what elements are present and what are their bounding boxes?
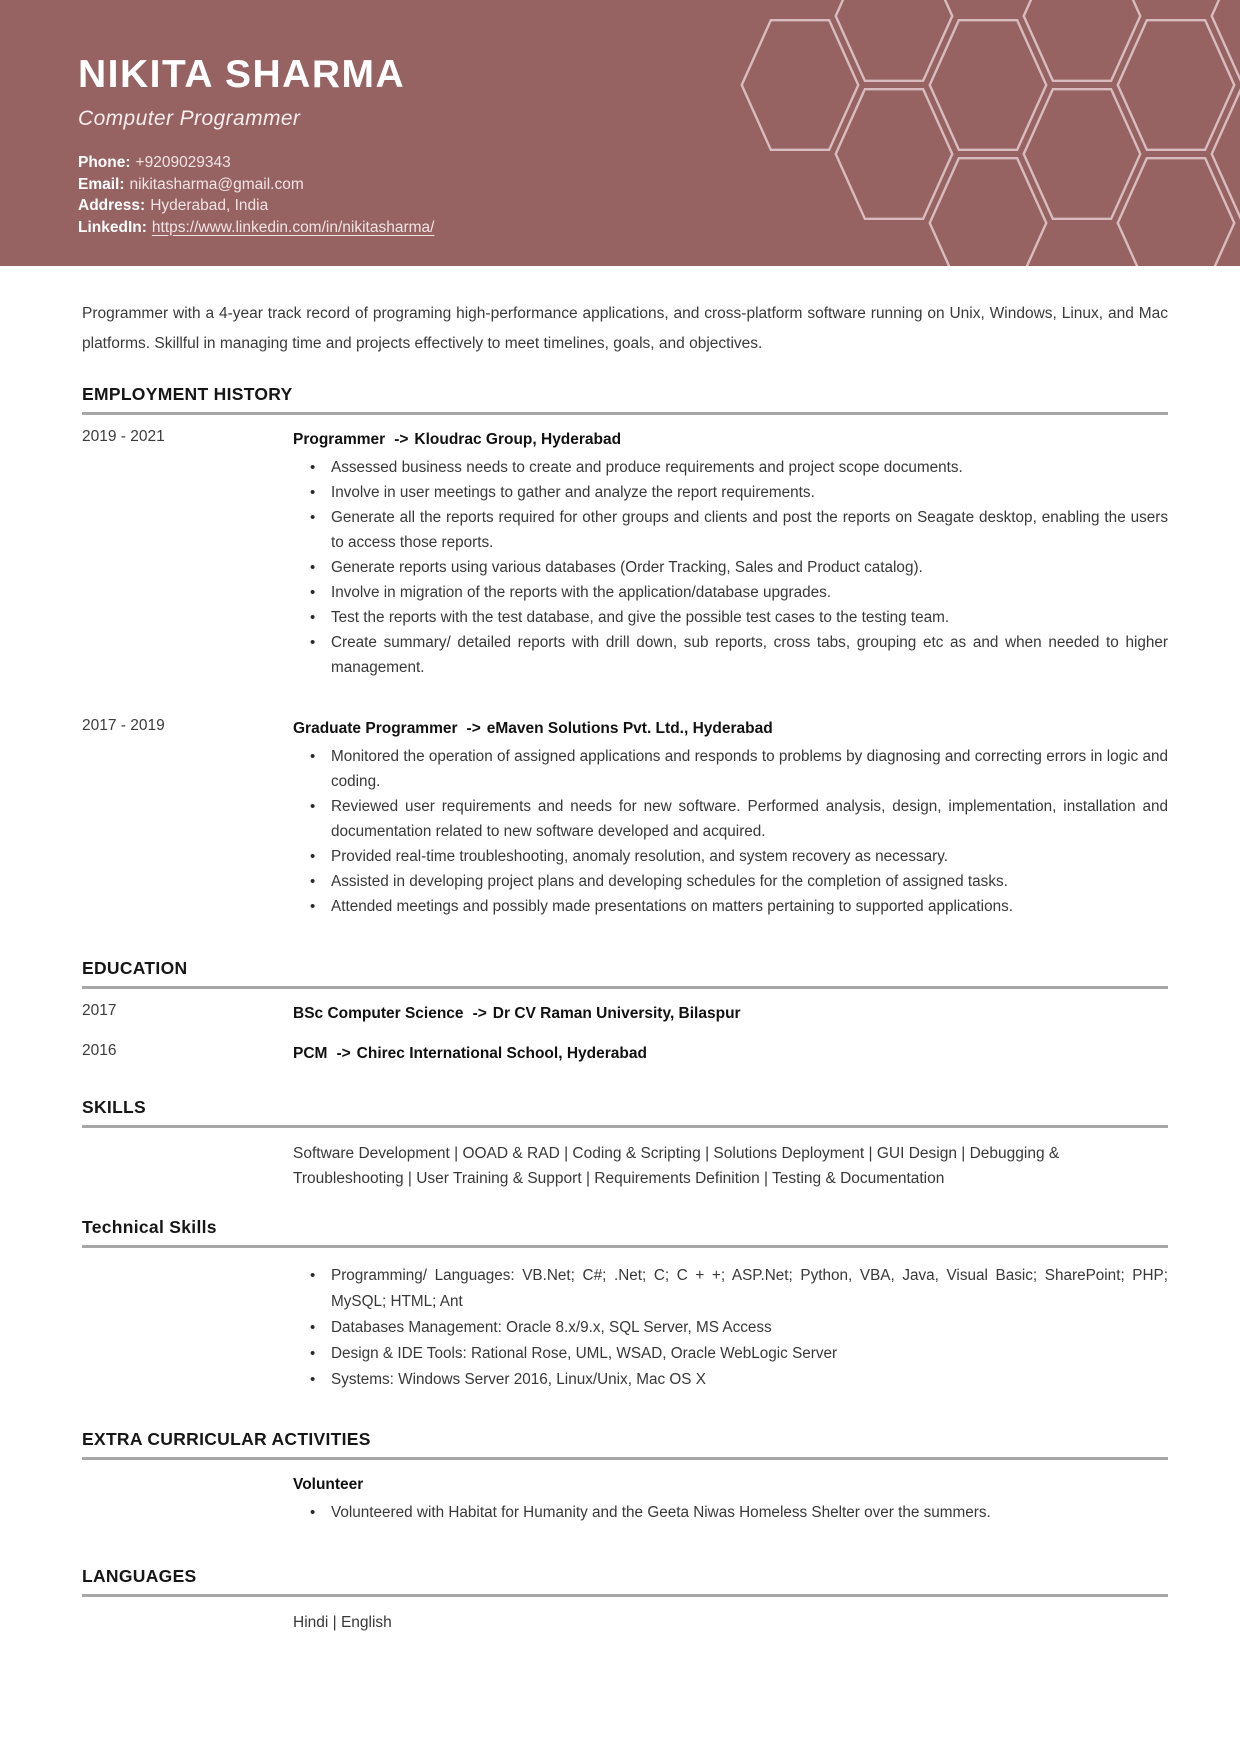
entry-role: Programmer: [293, 431, 386, 448]
email-value: nikitasharma@gmail.com: [129, 175, 304, 193]
contact-linkedin: [78, 217, 434, 239]
entry-date: 2017: [82, 1002, 117, 1019]
entry-title: [293, 1042, 1168, 1066]
resume-header: [0, 0, 1240, 266]
education-entry: [82, 1042, 1168, 1066]
bullet-item: • Assessed business needs to create and produce requirements and project scope documents.: [293, 455, 1168, 480]
candidate-name: NIKITA SHARMA: [78, 53, 406, 96]
entry-role: Graduate Programmer: [293, 720, 458, 737]
phone-label: Phone:: [78, 154, 131, 171]
technical-skills-bullet-list: [293, 1263, 1168, 1393]
bullet-item: • Assisted in developing project plans and developing schedules for the completion of assigned tasks.: [293, 869, 1168, 894]
entry-title: [293, 1002, 1168, 1026]
empty-date-column: [82, 1260, 293, 1393]
entry-title: [293, 428, 1168, 452]
languages-row: [82, 1597, 1168, 1635]
section-divider: [82, 412, 1168, 415]
phone-value: +9209029343: [135, 154, 231, 171]
extra-curricular-row: [82, 1460, 1168, 1525]
candidate-job-title: Computer Programmer: [78, 107, 301, 130]
section-divider: [82, 1245, 1168, 1248]
entry-school: Chirec International School, Hyderabad: [356, 1045, 647, 1062]
employment-entry: [82, 428, 1168, 680]
entry-title: [293, 717, 1168, 741]
section-heading-extra-curricular: EXTRA CURRICULAR ACTIVITIES: [82, 1429, 371, 1449]
empty-date-column: [82, 1460, 293, 1525]
entry-content: [293, 1002, 1168, 1026]
bullet-item: • Generate reports using various databases (Order Tracking, Sales and Product catalog).: [293, 555, 1168, 580]
skills-list-text: Software Development | OOAD & RAD | Coding & Scripting | Solutions Deployment | GUI Design | Debugging & Troubleshooting | User Training & Support | Requirements Definition | Testing & Documentation: [293, 1145, 1060, 1187]
resume-body: [0, 266, 1240, 1635]
bullet-item: • Provided real-time troubleshooting, anomaly resolution, and system recovery as necessary.: [293, 844, 1168, 869]
email-label: Email:: [78, 175, 125, 193]
skills-row: [82, 1128, 1168, 1191]
section-heading-languages: LANGUAGES: [82, 1566, 197, 1586]
header-content: [78, 54, 434, 238]
profile-summary: Programmer with a 4-year track record of programing high-performance applications, and cross-platform software running on Unix, Windows, Linux, and Mac platforms. Skillful in managing time and projects effectively to meet timelines, goals, and objectives.: [82, 305, 1168, 352]
technical-skills-row: [82, 1260, 1168, 1393]
education-entry: [82, 1002, 1168, 1026]
linkedin-label: LinkedIn:: [78, 218, 147, 236]
entry-date: 2017 - 2019: [82, 717, 165, 734]
address-label: Address:: [78, 197, 146, 214]
entry-content: [293, 717, 1168, 919]
arrow-separator: ->: [472, 1005, 487, 1022]
contact-email: [78, 174, 434, 196]
address-value: Hyderabad, India: [150, 197, 269, 214]
entry-school: Dr CV Raman University, Bilaspur: [492, 1005, 741, 1022]
empty-date-column: [82, 1597, 293, 1635]
bullet-item: • Design & IDE Tools: Rational Rose, UML, WSAD, Oracle WebLogic Server: [293, 1341, 1168, 1367]
section-heading-skills: SKILLS: [82, 1097, 147, 1117]
contact-phone: [78, 152, 434, 174]
contact-address: [78, 195, 434, 217]
bullet-item: • Programming/ Languages: VB.Net; C#; .Net; C; C + +; ASP.Net; Python, VBA, Java, Visual Basic; SharePoint; PHP; MySQL; HTML; Ant: [293, 1263, 1168, 1315]
entry-content: [293, 1460, 1168, 1525]
bullet-item: • Volunteered with Habitat for Humanity and the Geeta Niwas Homeless Shelter over the summers.: [293, 1500, 1168, 1525]
arrow-separator: ->: [466, 720, 481, 737]
arrow-separator: ->: [336, 1045, 351, 1062]
bullet-item: • Test the reports with the test database, and give the possible test cases to the testing team.: [293, 605, 1168, 630]
arrow-separator: ->: [394, 431, 409, 448]
employment-entry: [82, 717, 1168, 919]
volunteer-subheading: Volunteer: [293, 1476, 364, 1493]
entry-content: [293, 1260, 1168, 1393]
bullet-item: • Create summary/ detailed reports with drill down, sub reports, cross tabs, grouping etc as and when needed to higher management.: [293, 630, 1168, 680]
entry-date: 2016: [82, 1042, 117, 1059]
bullet-item: • Reviewed user requirements and needs for new software. Performed analysis, design, implementation, installation and documentation related to new software developed and acquired.: [293, 794, 1168, 844]
languages-text: Hindi | English: [293, 1614, 392, 1631]
bullet-item: • Databases Management: Oracle 8.x/9.x, SQL Server, MS Access: [293, 1315, 1168, 1341]
section-heading-education: EDUCATION: [82, 958, 188, 978]
bullet-item: • Involve in migration of the reports with the application/database upgrades.: [293, 580, 1168, 605]
bullet-item: • Generate all the reports required for other groups and clients and post the reports on Seagate desktop, enabling the users to access those reports.: [293, 505, 1168, 555]
entry-degree: PCM: [293, 1045, 328, 1062]
entry-bullet-list: [293, 455, 1168, 680]
extra-curricular-bullet-list: [293, 1500, 1168, 1525]
entry-content: [293, 1042, 1168, 1066]
empty-date-column: [82, 1128, 293, 1191]
bullet-item: • Attended meetings and possibly made presentations on matters pertaining to supported applications.: [293, 894, 1168, 919]
entry-date: 2019 - 2021: [82, 428, 165, 445]
entry-org: eMaven Solutions Pvt. Ltd., Hyderabad: [486, 720, 773, 737]
entry-org: Kloudrac Group, Hyderabad: [414, 431, 622, 448]
linkedin-link[interactable]: https://www.linkedin.com/in/nikitasharma/: [151, 218, 435, 236]
section-heading-technical-skills: Technical Skills: [82, 1217, 217, 1237]
entry-degree: BSc Computer Science: [293, 1005, 464, 1022]
bullet-item: • Systems: Windows Server 2016, Linux/Unix, Mac OS X: [293, 1367, 1168, 1393]
entry-content: [293, 428, 1168, 680]
bullet-item: • Involve in user meetings to gather and analyze the report requirements.: [293, 480, 1168, 505]
bullet-item: • Monitored the operation of assigned applications and responds to problems by diagnosing and correcting errors in logic and coding.: [293, 744, 1168, 794]
section-divider: [82, 986, 1168, 989]
contact-block: [78, 152, 434, 238]
entry-bullet-list: [293, 744, 1168, 919]
section-heading-employment: EMPLOYMENT HISTORY: [82, 384, 293, 404]
